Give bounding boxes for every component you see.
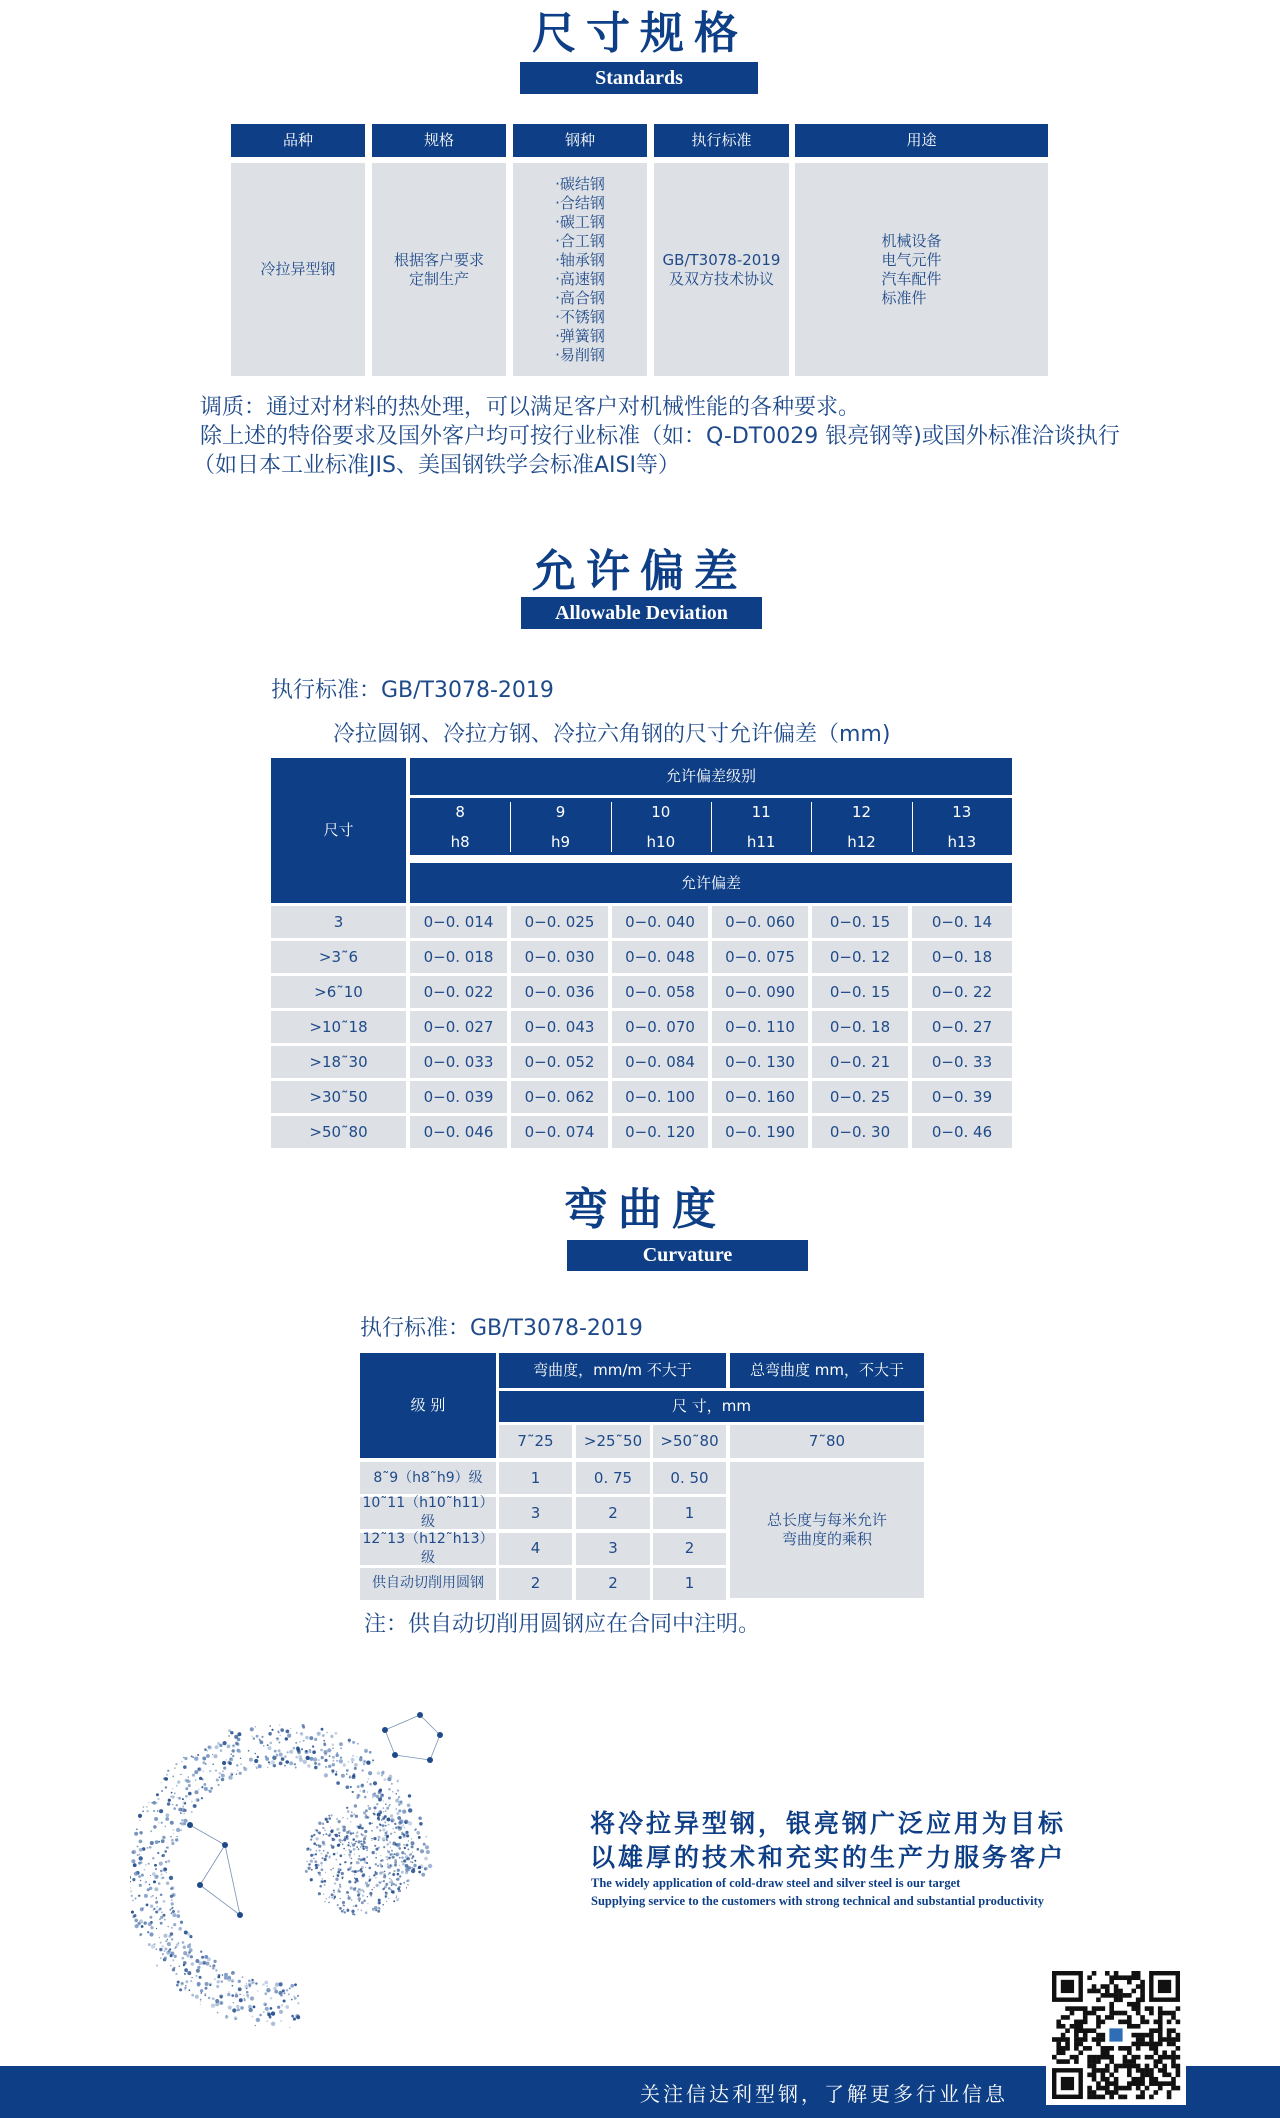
dev-row-size: >30˜50 [271, 1081, 406, 1113]
dev-row-value: 0−0. 15 [812, 906, 908, 938]
dev-row-size: >10˜18 [271, 1011, 406, 1043]
dev-size-header: 尺寸 [271, 758, 406, 903]
curv-size-header: 尺 寸，mm [499, 1391, 924, 1422]
deviation-caption: 冷拉圆钢、冷拉方钢、冷拉六角钢的尺寸允许偏差（mm) [333, 722, 891, 747]
dev-grade-divider [711, 802, 712, 852]
dev-row-value: 0−0. 074 [511, 1116, 608, 1148]
std-note-2: 除上述的特俗要求及国外客户均可按行业标准（如：Q-DT0029 银亮钢等)或国外标准洽谈执行 [200, 424, 1120, 449]
steel-type: ·高速钢 [555, 269, 605, 288]
dev-row-value: 0−0. 14 [912, 906, 1012, 938]
dev-row-value: 0−0. 039 [410, 1081, 507, 1113]
curvature-footnote: 注：供自动切削用圆钢应在合同中注明。 [364, 1612, 761, 1637]
dev-grade-num: 13 [952, 802, 972, 821]
dev-grade-divider [811, 802, 812, 852]
curv-row-value: 0. 75 [576, 1462, 650, 1494]
globe-graphic [130, 1675, 510, 2055]
curv-grade-header: 级 别 [360, 1353, 496, 1458]
curv-size-col: 7˜25 [499, 1425, 572, 1458]
dev-row-value: 0−0. 084 [612, 1046, 708, 1078]
dev-row-value: 0−0. 18 [812, 1011, 908, 1043]
footer-text: 关注信达利型钢，了解更多行业信息 [640, 2081, 1008, 2106]
std-note-3: （如日本工业标准JIS、美国钢铁学会标准AISI等） [193, 453, 680, 478]
dev-grade-code: h9 [550, 832, 571, 851]
curvature-title: 弯曲度 [564, 1184, 726, 1235]
standards-title: 尺寸规格 [532, 8, 748, 59]
std-header-standard: 执行标准 [654, 124, 789, 157]
dev-row-size: >18˜30 [271, 1046, 406, 1078]
dev-row-value: 0−0. 15 [812, 976, 908, 1008]
slogan-en-line2: Supplying service to the customers with strong technical and substantial productivity [591, 1894, 1045, 1908]
curv-row-value: 0. 50 [653, 1462, 726, 1494]
deviation-standard: 执行标准：GB/T3078-2019 [271, 678, 554, 703]
curv-row-value: 1 [653, 1568, 726, 1600]
steel-type: ·碳结钢 [555, 174, 605, 193]
dev-row-value: 0−0. 052 [511, 1046, 608, 1078]
dev-row-value: 0−0. 30 [812, 1116, 908, 1148]
std-spec-line2: 定制生产 [408, 269, 469, 288]
curv-total-note [730, 1462, 924, 1598]
dev-grade-code: h8 [450, 832, 470, 851]
dev-row-value: 0−0. 046 [410, 1116, 507, 1148]
curv-row-value: 4 [499, 1533, 572, 1565]
dev-grade-header: 允许偏差级别 [410, 758, 1012, 795]
dev-row-value: 0−0. 014 [410, 906, 507, 938]
dev-row-value: 0−0. 46 [912, 1116, 1012, 1148]
curv-row-value: 3 [499, 1497, 572, 1529]
dev-row-value: 0−0. 027 [410, 1011, 507, 1043]
usage-item: 汽车配件 [881, 269, 942, 288]
dev-grade-divider [611, 802, 612, 852]
steel-type: ·合结钢 [555, 193, 605, 212]
dev-row-value: 0−0. 090 [712, 976, 808, 1008]
dev-grade-code: h13 [947, 832, 977, 851]
qr-code-icon[interactable] [1046, 1965, 1186, 2105]
std-header-steel: 钢种 [513, 124, 647, 157]
dev-row-value: 0−0. 39 [912, 1081, 1012, 1113]
dev-row-value: 0−0. 033 [410, 1046, 507, 1078]
std-cell-variety: 冷拉异型钢 [231, 163, 365, 376]
curv-row-value: 3 [576, 1533, 650, 1565]
curv-row-grade: 8˜9（h8˜h9）级 [360, 1462, 496, 1494]
std-header-usage: 用途 [795, 124, 1048, 157]
dev-row-value: 0−0. 043 [511, 1011, 608, 1043]
dev-grade-code: h10 [646, 832, 676, 851]
curv-total-note-line2: 弯曲度的乘积 [781, 1530, 872, 1548]
std-cell-steel [513, 163, 647, 376]
dev-row-value: 0−0. 036 [511, 976, 608, 1008]
dev-row-value: 0−0. 160 [712, 1081, 808, 1113]
dev-row-value: 0−0. 060 [712, 906, 808, 938]
steel-type: ·碳工钢 [555, 212, 605, 231]
usage-item: 电气元件 [881, 250, 942, 269]
slogan-en-line1: The widely application of cold-draw steel and silver steel is our target [591, 1876, 961, 1890]
std-cell-standard [654, 163, 789, 376]
curv-row-value: 2 [499, 1568, 572, 1600]
slogan-cn-line1: 将冷拉异型钢，银亮钢广泛应用为目标 [590, 1809, 1067, 1838]
dev-row-value: 0−0. 18 [912, 941, 1012, 973]
dev-row-value: 0−0. 025 [511, 906, 608, 938]
curv-row-value: 1 [499, 1462, 572, 1494]
steel-type: ·弹簧钢 [555, 326, 605, 345]
curv-row-value: 2 [576, 1568, 650, 1600]
std-note-1: 调质：通过对材料的热处理，可以满足客户对机械性能的各种要求。 [200, 395, 861, 420]
curv-row-value: 1 [653, 1497, 726, 1529]
dev-row-value: 0−0. 25 [812, 1081, 908, 1113]
curv-row-value: 2 [653, 1533, 726, 1565]
std-header-variety: 品种 [231, 124, 365, 157]
dev-grade-divider [912, 802, 913, 852]
curv-total-note-line1: 总长度与每米允许 [766, 1511, 887, 1529]
dev-row-value: 0−0. 33 [912, 1046, 1012, 1078]
standards-subtitle: Standards [520, 62, 758, 94]
dev-row-value: 0−0. 100 [612, 1081, 708, 1113]
dev-grade-divider [510, 802, 511, 852]
dev-row-size: >3˜6 [271, 941, 406, 973]
std-standard-line1: GB/T3078-2019 [662, 250, 781, 269]
curv-row-grade: 供自动切削用圆钢 [360, 1568, 496, 1600]
dev-row-value: 0−0. 058 [612, 976, 708, 1008]
curv-size-col: 7˜80 [730, 1425, 924, 1458]
steel-type: ·轴承钢 [555, 250, 605, 269]
dev-grade-num: 8 [455, 802, 465, 821]
dev-row-value: 0−0. 040 [612, 906, 708, 938]
curv-row-value: 2 [576, 1497, 650, 1529]
steel-type: ·不锈钢 [555, 307, 605, 326]
steel-type: ·易削钢 [555, 345, 605, 364]
usage-item: 标准件 [881, 288, 927, 307]
dev-row-value: 0−0. 22 [912, 976, 1012, 1008]
curv-total-header: 总弯曲度 mm，不大于 [730, 1353, 924, 1388]
dev-row-value: 0−0. 030 [511, 941, 608, 973]
dev-row-value: 0−0. 048 [612, 941, 708, 973]
dev-row-value: 0−0. 075 [712, 941, 808, 973]
dev-tolerance-header: 允许偏差 [410, 863, 1012, 903]
slogan-cn-line2: 以雄厚的技术和充实的生产力服务客户 [590, 1843, 1067, 1872]
dev-row-value: 0−0. 130 [712, 1046, 808, 1078]
curvature-standard: 执行标准：GB/T3078-2019 [360, 1316, 643, 1341]
std-standard-line2: 及双方技术协议 [668, 269, 774, 288]
dev-row-value: 0−0. 27 [912, 1011, 1012, 1043]
dev-grade-num: 11 [751, 802, 771, 821]
dev-row-value: 0−0. 21 [812, 1046, 908, 1078]
dev-row-value: 0−0. 022 [410, 976, 507, 1008]
dev-row-value: 0−0. 12 [812, 941, 908, 973]
dev-row-size: 3 [271, 906, 406, 938]
dev-row-value: 0−0. 120 [612, 1116, 708, 1148]
dev-row-value: 0−0. 070 [612, 1011, 708, 1043]
dev-row-value: 0−0. 110 [712, 1011, 808, 1043]
curv-size-col: >50˜80 [653, 1425, 726, 1458]
std-header-spec: 规格 [372, 124, 506, 157]
dev-row-size: >6˜10 [271, 976, 406, 1008]
steel-type: ·高合钢 [555, 288, 605, 307]
deviation-title: 允许偏差 [532, 546, 748, 597]
dev-row-size: >50˜80 [271, 1116, 406, 1148]
std-cell-usage [795, 163, 1048, 376]
dev-row-value: 0−0. 190 [712, 1116, 808, 1148]
steel-type: ·合工钢 [555, 231, 605, 250]
curv-bend-header: 弯曲度，mm/m 不大于 [499, 1353, 726, 1388]
std-cell-spec [372, 163, 506, 376]
curv-row-grade: 12˜13（h12˜h13）级 [360, 1533, 496, 1565]
dev-row-value: 0−0. 018 [410, 941, 507, 973]
dev-grade-code: h12 [847, 832, 876, 851]
std-spec-line1: 根据客户要求 [393, 250, 484, 269]
dev-row-value: 0−0. 062 [511, 1081, 608, 1113]
dev-grade-num: 9 [555, 802, 566, 821]
deviation-subtitle: Allowable Deviation [521, 597, 762, 629]
dev-grade-code: h11 [746, 832, 776, 851]
curv-row-grade: 10˜11（h10˜h11）级 [360, 1497, 496, 1529]
usage-item: 机械设备 [881, 231, 942, 250]
dev-grade-num: 12 [851, 802, 872, 821]
curvature-subtitle: Curvature [567, 1240, 808, 1271]
dev-grade-num: 10 [651, 802, 671, 821]
curv-size-col: >25˜50 [576, 1425, 650, 1458]
